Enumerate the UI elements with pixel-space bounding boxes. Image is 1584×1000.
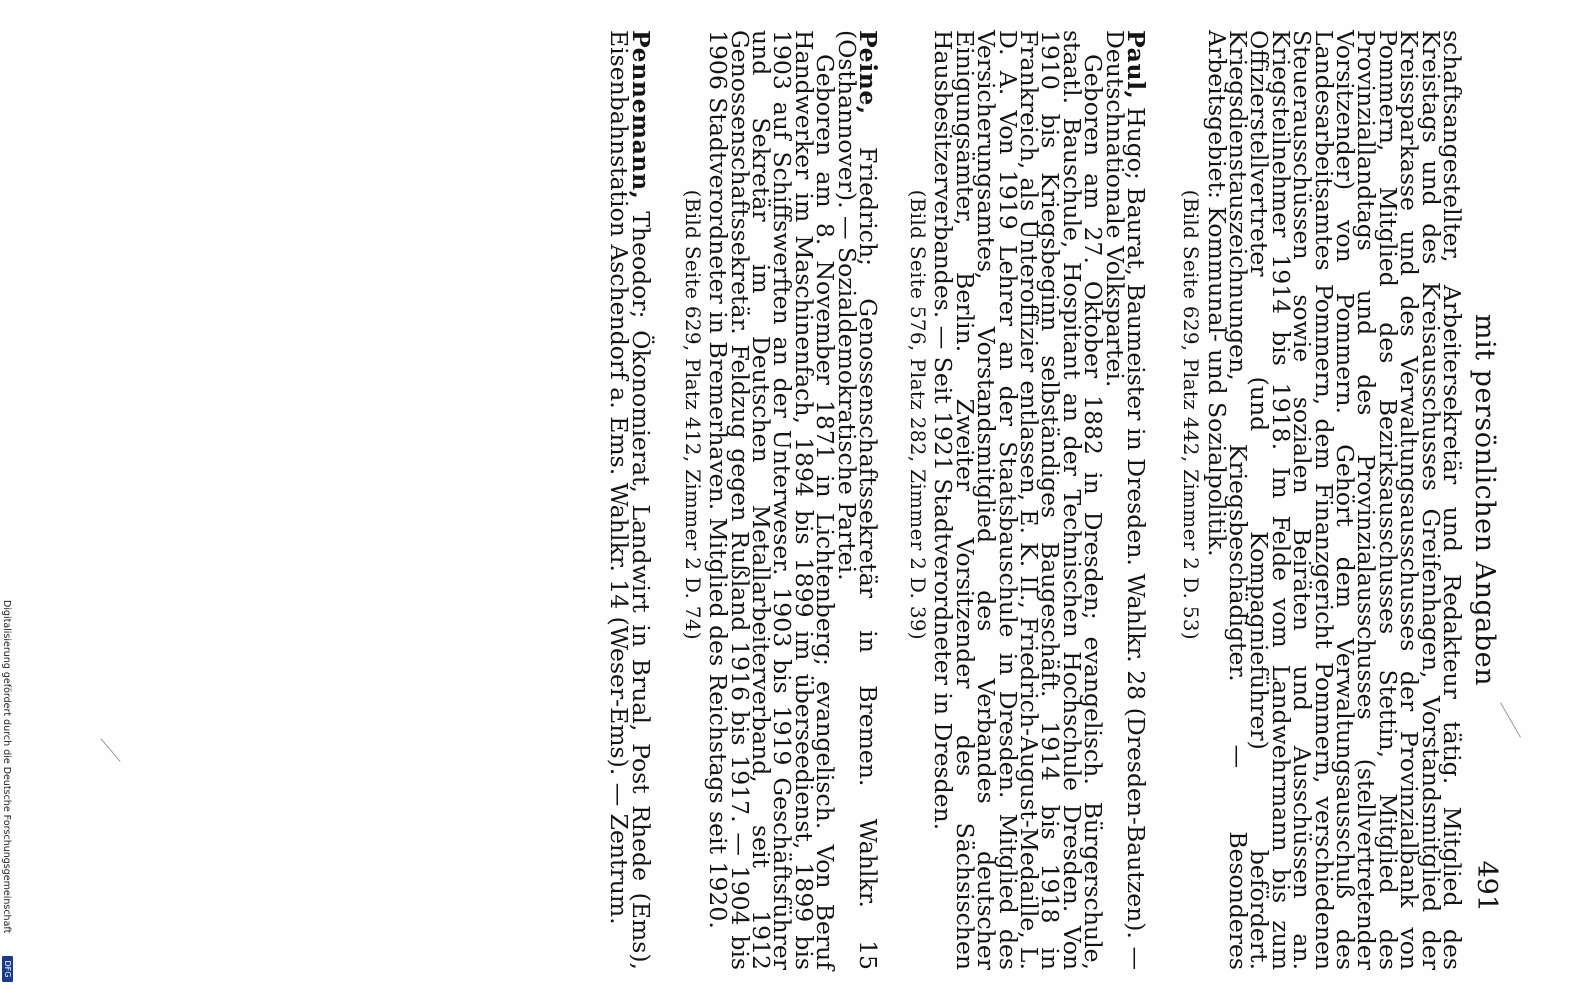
entry-line1: Theodor; Ökonomierat, Landwirt in Brual, Post Rhede (Ems), Eisenbahnstation Aschendorf a. Ems. Wahlkr. 14 (Weser-Ems). — Zentrum.	[605, 30, 655, 970]
rotated-page-content	[605, 30, 1502, 970]
entry-name: Paul,	[1122, 30, 1151, 100]
continuation-ref: (Bild Seite 629, Platz 442, Zimmer 2 D. 53)	[1179, 189, 1204, 640]
scan-mark	[1500, 702, 1521, 737]
body-text	[605, 30, 1466, 970]
entry-pennemann	[605, 30, 655, 970]
entry-line1: Hugo; Baurat, Baumeister in Dresden. Wahlkr. 28 (Dresden-Bautzen). — Deutschnationale Volkspartei.	[1100, 30, 1151, 970]
scan-mark	[100, 738, 120, 762]
entry-body: Geboren am 8. November 1871 in Lichtenberg; evangelisch. Von Beruf Handwerker im Maschinenfach, 1894 bis 1899 im überseedienst, 1899 bis 1903 auf Schiffswerften an der Unterweser. 1903 bis 1919 Geschäftsführer und Sekretär im Deutschen Metallarbeiterverband, seit 1912 Genossenschaftssekretär. Feldzug gegen Rußland 1916 bis 1917. — 1904 bis 1906 Stadtverordneter in Bremerhaven. Mitglied des Reichstags seit 1920.	[704, 30, 840, 970]
entry-name: Peine,	[854, 30, 883, 115]
page-header	[1462, 30, 1502, 970]
running-head: mit persönlichen Angaben	[1469, 314, 1500, 686]
digitisation-strip	[0, 0, 14, 1000]
entry-line1: Friedrich; Genossenschaftssekretär in Bremen. Wahlkr. 15 (Osthannover). — Sozialdemokratische Partei.	[832, 30, 883, 970]
dfg-logo-text: DFG	[3, 960, 12, 978]
entry-heading	[832, 30, 883, 970]
entry-heading	[605, 30, 655, 970]
entry-peine	[680, 30, 883, 970]
entry-ref: (Bild Seite 629, Platz 412, Zimmer 2 D. 74)	[680, 189, 705, 640]
entry-name: Pennemann,	[626, 30, 655, 200]
entry-body: Geboren am 27. Oktober 1882 in Dresden; evangelisch. Bürgerschule, staatl. Bauschule, Hospitant an der Technischen Hochschule Dresden. Von 1910 bis Kriegsbeginn selbständiges Baugeschäft. 1914 bis 1918 in Frankreich, als Unteroffizier entlassen, E. K. II., Friedrich-August-Medaille, L. D. A. Von 1919 Lehrer an der Staatsbauschule in Dresden. Mitglied des Versicherungsamtes, Vorstandsmitglied des Verbandes deutscher Einigungsämter, Berlin. Zweiter Vorsitzender des Sächsischen Hausbesitzerverbandes. — Seit 1921 Stadtverordneter in Dresden.	[929, 30, 1108, 970]
entry-ref: (Bild Seite 576, Platz 282, Zimmer 2 D. 39)	[906, 189, 931, 640]
page-number: 491	[1471, 860, 1502, 912]
continuation-entry	[1179, 30, 1466, 970]
continuation-text: schaftsangestellter, Arbeitersekretär und Redakteur tätig. Mitglied des Kreistags und des Kreisausschusses Greifenhagen, Vorstandsmitglied der Kreissparkasse und des Verwaltungsausschusses der Provinzialbank von Pommern, Mitglied des Bezirksausschusses Stettin, Mitglied des Provinziallandtags und des Provinzialausschusses (stellvertretender Vorsitzender) von Pommern. Gehört dem Verwaltungsausschuß des Landesarbeitsamtes Pommern, dem Finanzgericht Pommern, verschiedenen Steuerausschüssen sowie sozialen Beiräten und Ausschüssen an. Kriegsteilnehmer 1914 bis 1918. Im Felde vom Landwehrmann bis zum Offizierstellvertreter (und Kompagnieführer) befördert. Kriegsdienstauszeichnungen, Kriegsbeschädigter. — Besonderes Arbeitsgebiet: Kommunal- und Sozialpolitik.	[1202, 30, 1466, 970]
digitisation-notice: Digitalisierung gefördert durch die Deutsche Forschungsgemeinschaft	[1, 600, 12, 934]
entry-paul	[906, 30, 1151, 970]
entry-heading	[1100, 30, 1151, 970]
dfg-logo	[2, 956, 13, 982]
